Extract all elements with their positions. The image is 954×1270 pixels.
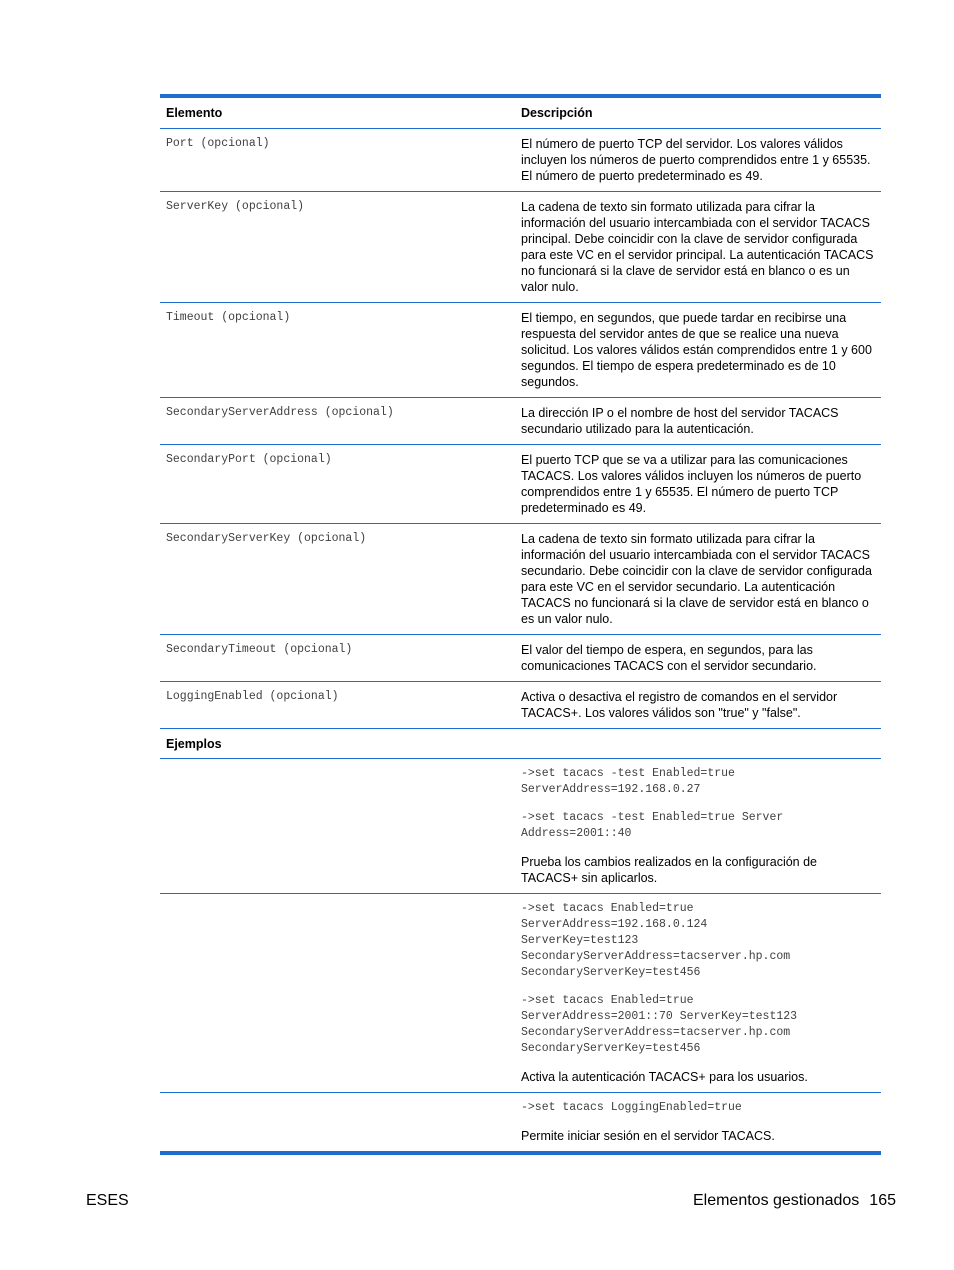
example-row xyxy=(160,759,881,894)
element-description: El puerto TCP que se va a utilizar para las comunicaciones TACACS. Los valores válidos incluyen los números de puerto comprendidos entre 1 y 65535. El número de puerto TCP predeterminado es 49. xyxy=(521,453,862,515)
example-row xyxy=(160,1093,881,1151)
element-description: El número de puerto TCP del servidor. Los valores válidos incluyen los números de puerto comprendidos entre 1 y 65535. El número de puerto predeterminado es 49. xyxy=(521,137,871,183)
parameters-table xyxy=(160,94,881,1155)
header-descripcion: Descripción xyxy=(521,106,593,120)
example-code: ->set tacacs -test Enabled=true Server Address=2001::40 xyxy=(521,811,784,840)
example-code: ->set tacacs -test Enabled=true ServerAddress=192.168.0.27 xyxy=(521,767,735,796)
example-code: ->set tacacs Enabled=true ServerAddress=192.168.0.124 ServerKey=test123 SecondaryServerAddress=tacserver.hp.com SecondaryServerKey=test456 xyxy=(521,902,791,979)
element-name: Timeout (opcional) xyxy=(166,311,291,324)
example-description: Prueba los cambios realizados en la configuración de TACACS+ sin aplicarlos. xyxy=(521,855,818,885)
footer-section-title: Elementos gestionados xyxy=(692,1192,860,1209)
table-row xyxy=(160,635,881,682)
element-name: SecondaryPort (opcional) xyxy=(166,453,332,466)
element-name: SecondaryTimeout (opcional) xyxy=(166,643,353,656)
example-row xyxy=(160,894,881,1093)
table-row xyxy=(160,682,881,729)
examples-label: Ejemplos xyxy=(166,736,222,751)
examples-heading xyxy=(160,729,881,759)
element-description: La dirección IP o el nombre de host del servidor TACACS secundario utilizado para la autenticación. xyxy=(521,406,839,436)
element-description: Activa o desactiva el registro de comandos en el servidor TACACS+. Los valores válidos son "true" y "false". xyxy=(521,690,838,720)
table-row xyxy=(160,129,881,192)
element-description: La cadena de texto sin formato utilizada para cifrar la información del usuario intercambiada con el servidor TACACS principal. Debe coincidir con la clave de servidor configurada para este VC en el servidor principal. La autenticación TACACS no funcionará si la clave de servidor está en blanco o es un valor nulo. xyxy=(521,200,874,294)
table-header xyxy=(160,98,881,129)
example-description: Activa la autenticación TACACS+ para los usuarios. xyxy=(521,1070,808,1084)
example-code: ->set tacacs LoggingEnabled=true xyxy=(521,1101,742,1114)
table-row xyxy=(160,303,881,398)
element-description: El valor del tiempo de espera, en segundos, para las comunicaciones TACACS con el servidor secundario. xyxy=(521,643,817,673)
element-name: SecondaryServerAddress (opcional) xyxy=(166,406,394,419)
table-row xyxy=(160,398,881,445)
element-name: Port (opcional) xyxy=(166,137,270,150)
element-name: LoggingEnabled (opcional) xyxy=(166,690,339,703)
table-row xyxy=(160,524,881,635)
page-number: 165 xyxy=(869,1192,896,1209)
element-name: ServerKey (opcional) xyxy=(166,200,305,213)
footer-locale: ESES xyxy=(86,1192,129,1209)
header-elemento: Elemento xyxy=(166,106,223,120)
table-row xyxy=(160,192,881,303)
footer-page-info xyxy=(693,1192,896,1210)
example-code: ->set tacacs Enabled=true ServerAddress=2001::70 ServerKey=test123 SecondaryServerAddress=tacserver.hp.com SecondaryServerKey=test456 xyxy=(521,994,798,1055)
element-description: La cadena de texto sin formato utilizada para cifrar la información del usuario intercambiada con el servidor TACACS secundario. Debe coincidir con la clave de servidor configurada para este VC en el servidor secundario. La autenticación TACACS no funcionará si la clave de servidor está en blanco o es un valor nulo. xyxy=(521,532,872,626)
element-name: SecondaryServerKey (opcional) xyxy=(166,532,367,545)
example-description: Permite iniciar sesión en el servidor TACACS. xyxy=(521,1129,775,1143)
table-row xyxy=(160,445,881,524)
element-description: El tiempo, en segundos, que puede tardar en recibirse una respuesta del servidor antes de que se realice una nueva solicitud. Los valores válidos están comprendidos entre 1 y 600 segundos. El tiempo de espera predeterminado es de 10 segundos. xyxy=(521,311,872,389)
